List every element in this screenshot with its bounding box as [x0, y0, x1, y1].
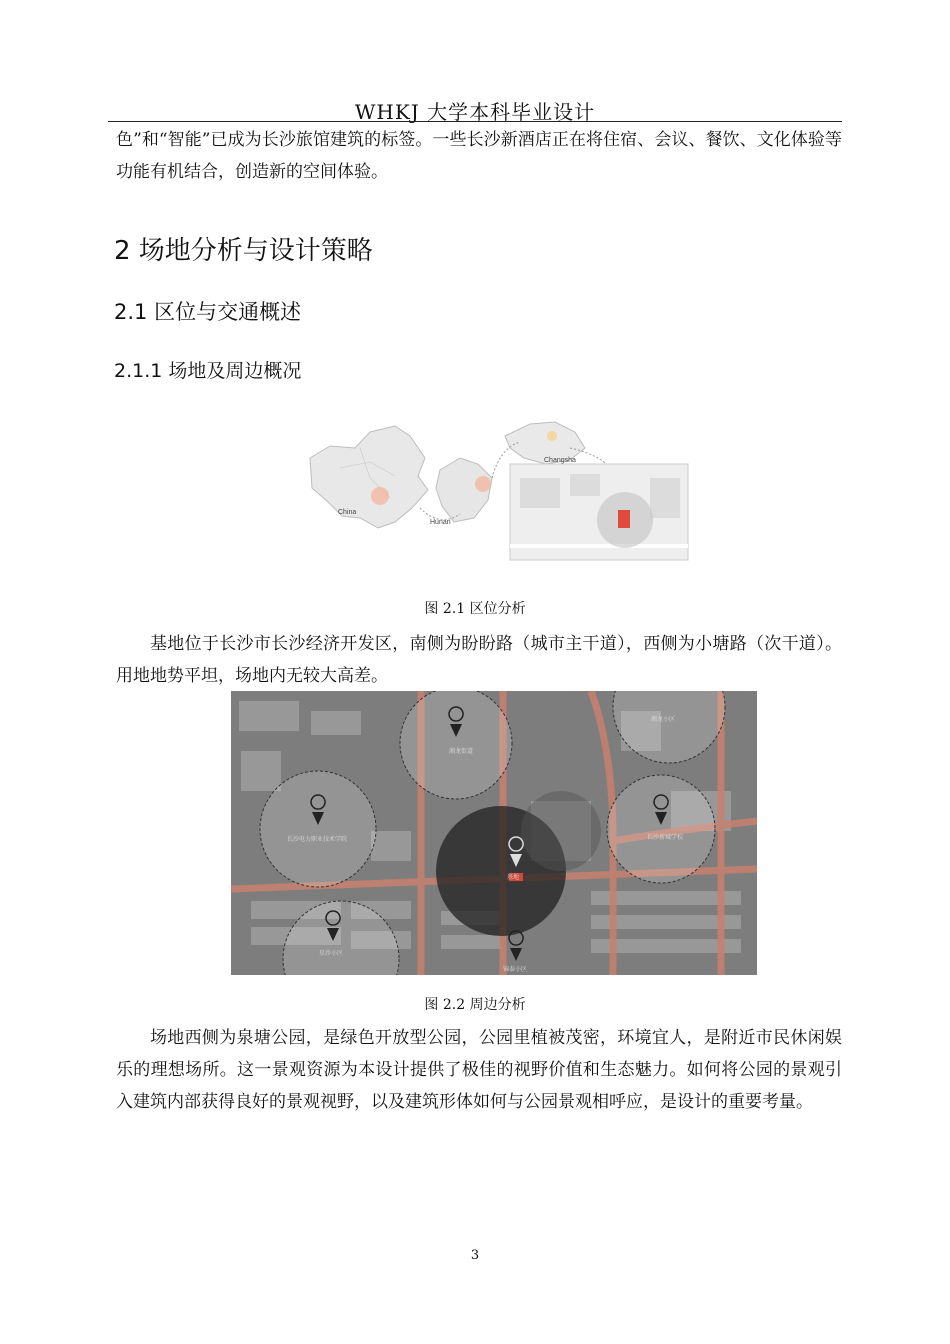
surroundings-map-figure	[231, 691, 757, 975]
pin-label-left: 长沙电力职业技术学院	[287, 836, 348, 843]
site-paragraph: 基地位于长沙市长沙经济开发区，南侧为盼盼路（城市主干道），西侧为小塘路（次干道）。用地地势平坦，场地内无较大高差。	[116, 634, 842, 686]
hunan-highlight	[475, 476, 491, 492]
figure1-caption: 图 2.1 区位分析	[424, 601, 526, 617]
changsha-highlight	[547, 431, 557, 441]
pin-label-top-right: 湘龙小区	[651, 716, 676, 723]
pin-label-bottom: 锦泰小区	[503, 966, 528, 973]
park-paragraph: 场地西侧为泉塘公园，是绿色开放型公园，公园里植被茂密，环境宜人，是附近市民休闲娱乐的理想场所。这一景观资源为本设计提供了极佳的视野价值和生态魅力。如何将公园的景观引入建筑内部获得良好的景观视野，以及建筑形体如何与公园景观相呼应，是设计的重要考量。	[116, 1028, 842, 1112]
page-header: WHKJ 大学本科毕业设计	[354, 100, 596, 124]
figure2-caption: 图 2.2 周边分析	[424, 997, 526, 1013]
header-rule	[108, 121, 842, 122]
top-paragraph: 色”和“智能”已成为长沙旅馆建筑的标签。一些长沙新酒店正在将住宿、会议、餐饮、文化体验等功能有机结合，创造新的空间体验。	[116, 130, 842, 182]
pin-label-center: 基地	[507, 874, 520, 881]
subsection-heading: 2.1 区位与交通概述	[114, 300, 302, 324]
section-heading: 2 场地分析与设计策略	[114, 236, 373, 266]
pin-label-top: 湘龙街道	[449, 748, 474, 755]
changsha-label: Changsha	[544, 457, 576, 464]
pin-label-right: 长沙新城学校	[647, 834, 684, 841]
location-map-figure	[300, 418, 690, 568]
china-highlight	[371, 487, 389, 505]
hunan-label: Hunan	[430, 519, 451, 526]
radius-circle-right	[607, 775, 715, 883]
china-label: China	[338, 509, 357, 516]
subsubsection-heading: 2.1.1 场地及周边概况	[114, 360, 302, 382]
pin-label-bottom-left: 星沙小区	[319, 950, 344, 957]
site-marker	[618, 510, 630, 528]
radius-circle-left	[260, 771, 376, 887]
china-outline	[310, 426, 428, 528]
page-number: 3	[470, 1248, 480, 1263]
